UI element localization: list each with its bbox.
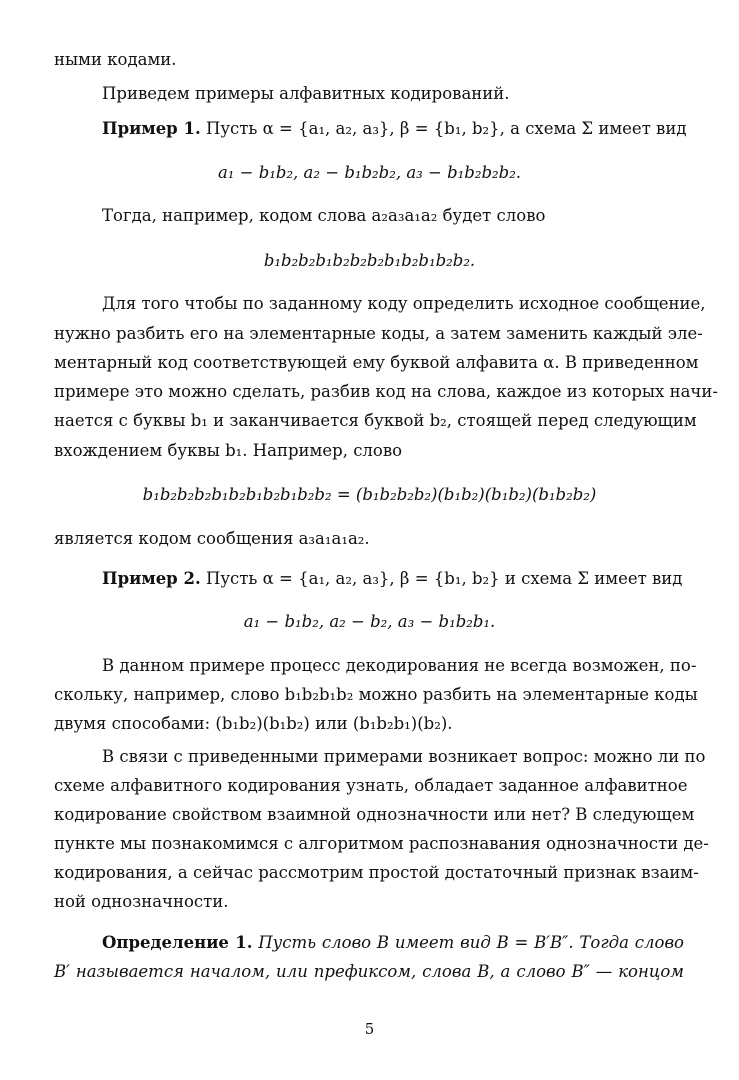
text-line: нужно разбить его на элементарные коды, а затем заменить каждый эле- [54,324,703,343]
text-line: скольку, например, слово b₁b₂b₁b₂ можно разбить на элементарные коды [54,685,698,704]
definition-label: Определение 1. [102,933,253,952]
text-line: схеме алфавитного кодирования узнать, обладает заданное алфавитное [54,776,688,795]
text-line: пункте мы познакомимся с алгоритмом распознавания однозначности де- [54,834,709,853]
text-line: B′ называется началом, или префиксом, слова B, а слово B″ — концом [54,962,684,981]
example-2-heading [0,571,682,588]
text-line: В связи с приведенными примерами возникает вопрос: можно ли по [102,747,706,766]
example-text: Пусть α = {a₁, a₂, a₃}, β = {b₁, b₂}, а схема Σ имеет вид [205,119,687,138]
text-line: кодирование свойством взаимной однозначности или нет? В следующем [54,805,695,824]
text-line: вхождением буквы b₁. Например, слово [54,441,403,460]
text-line: Тогда, например, кодом слова a₂a₃a₁a₂ будет слово [102,206,546,225]
definition-1-heading [54,935,684,952]
text-line: Для того чтобы по заданному коду определить исходное сообщение, [102,294,706,313]
formula-code-word: b₁b₂b₂b₁b₂b₂b₂b₁b₂b₁b₂b₂. [263,251,476,270]
example-text: Пусть α = {a₁, a₂, a₃}, β = {b₁, b₂} и схема Σ имеет вид [205,569,683,588]
text-line: В данном примере процесс декодирования не всегда возможен, по- [102,656,697,675]
example-label: Пример 1. [102,119,201,138]
text-line: нается с буквы b₁ и заканчивается буквой b₂, стоящей перед следующим [54,411,697,430]
text-line: ными кодами. [54,50,177,69]
text-line: ментарный код соответствующей ему буквой алфавита α. В приведенном [54,353,699,372]
text-line: примере это можно сделать, разбив код на слова, каждое из которых начи- [54,382,718,401]
page-number: 5 [364,1020,375,1038]
text-line: является кодом сообщения a₃a₁a₁a₂. [54,529,370,548]
example-1-heading [0,121,687,138]
text-line: Приведем примеры алфавитных кодирований. [102,84,510,103]
formula-scheme-1: a₁ − b₁b₂, a₂ − b₁b₂b₂, a₃ − b₁b₂b₂b₂. [217,163,522,182]
definition-text: Пусть слово B имеет вид B = B′B″. Тогда слово [258,933,684,952]
text-line: кодирования, а сейчас рассмотрим простой достаточный признак взаим- [54,863,699,882]
text-line: двумя способами: (b₁b₂)(b₁b₂) или (b₁b₂b₁)(b₂). [54,714,453,733]
text-line: ной однозначности. [54,892,229,911]
formula-scheme-2: a₁ − b₁b₂, a₂ − b₂, a₃ − b₁b₂b₁. [243,612,496,631]
formula-decomposition: b₁b₂b₂b₂b₁b₂b₁b₂b₁b₂b₂ = (b₁b₂b₂b₂)(b₁b₂)(b₁b₂)(b₁b₂b₂) [142,485,597,504]
example-label: Пример 2. [102,569,201,588]
